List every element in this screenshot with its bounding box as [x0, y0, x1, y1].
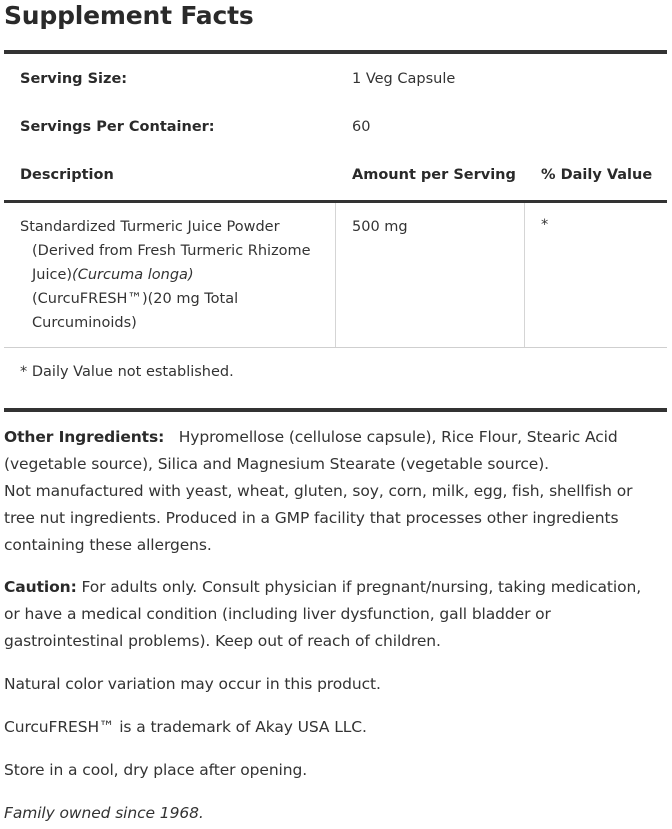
serving-size-value: 1 Veg Capsule [352, 71, 456, 87]
ingredient-amount: 500 mg [352, 219, 408, 235]
footnote: * Daily Value not established. [20, 364, 234, 380]
caution-line [4, 574, 668, 601]
ingredient-latin-name: (Curcuma longa) [72, 267, 194, 283]
ingredient-name-part: Juice) [32, 267, 73, 283]
family-owned-note: Family owned since 1968. [4, 804, 204, 822]
other-ingredients-text: Hypromellose (cellulose capsule), Rice Flour, Stearic Acid [178, 428, 618, 446]
serving-size-label: Serving Size: [20, 71, 128, 87]
top-divider [4, 50, 667, 54]
other-ingredients-line [4, 424, 668, 451]
other-ingredients-line: (vegetable source), Silica and Magnesium Stearate (vegetable source). [4, 455, 550, 473]
ingredient-daily-value: * [541, 217, 549, 233]
other-ingredients-label: Other Ingredients: [4, 428, 165, 446]
row-divider [4, 347, 667, 348]
caution [4, 574, 668, 655]
allergen-statement: containing these allergens. [4, 536, 212, 554]
caution-line: or have a medical condition (including liver dysfunction, gall bladder or [4, 605, 551, 623]
other-ingredients [4, 424, 668, 559]
allergen-statement: Not manufactured with yeast, wheat, gluten, soy, corn, milk, egg, fish, shellfish or [4, 482, 633, 500]
caution-label: Caution: [4, 578, 77, 596]
header-amount: Amount per Serving [352, 167, 516, 183]
ingredient-name: Curcuminoids) [32, 315, 137, 331]
storage-note: Store in a cool, dry place after opening. [4, 761, 308, 779]
color-variation-note: Natural color variation may occur in this product. [4, 675, 381, 693]
ingredient-name: Standardized Turmeric Juice Powder [20, 219, 280, 235]
allergen-statement: tree nut ingredients. Produced in a GMP facility that processes other ingredients [4, 509, 619, 527]
servings-per-container-label: Servings Per Container: [20, 119, 215, 135]
servings-per-container-value: 60 [352, 119, 371, 135]
caution-line: gastrointestinal problems). Keep out of reach of children. [4, 632, 441, 650]
header-description: Description [20, 167, 114, 183]
page-title: Supplement Facts [4, 1, 254, 30]
ingredient-name: (Derived from Fresh Turmeric Rhizome [32, 243, 311, 259]
column-divider [335, 203, 336, 347]
caution-text: For adults only. Consult physician if pregnant/nursing, taking medication, [81, 578, 642, 596]
section-divider [4, 408, 667, 412]
trademark-note: CurcuFRESH™ is a trademark of Akay USA LLC. [4, 718, 367, 736]
ingredient-name: (CurcuFRESH™)(20 mg Total [32, 291, 239, 307]
header-daily-value: % Daily Value [541, 167, 653, 183]
ingredient-name [32, 263, 194, 287]
column-divider [524, 203, 525, 347]
